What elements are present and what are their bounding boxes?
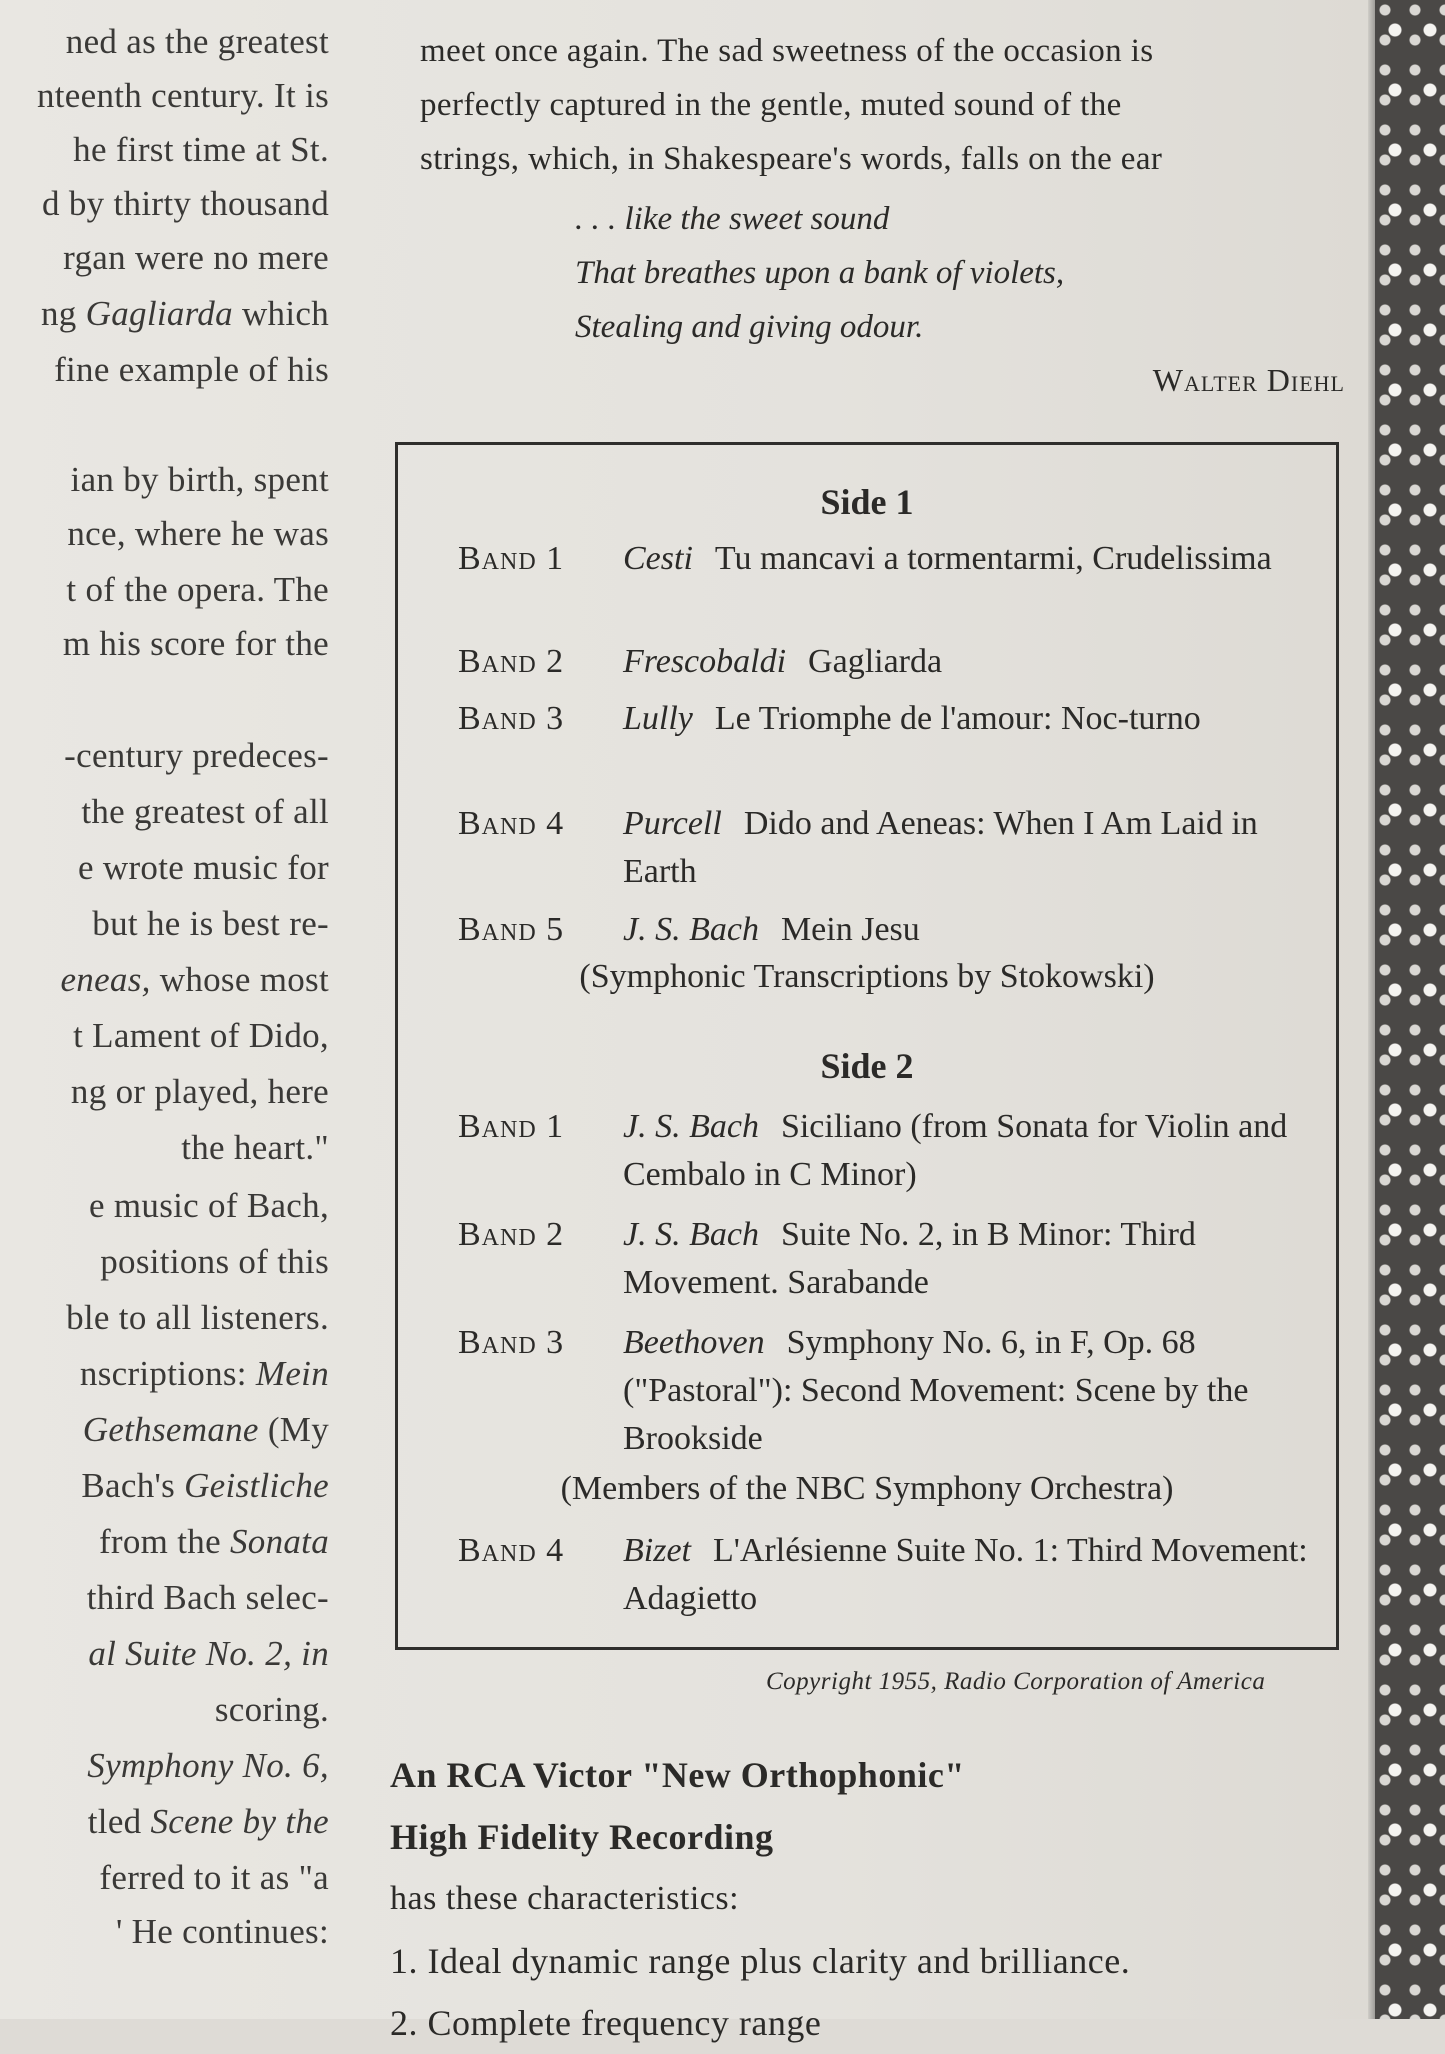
line-text: t of the opera. The [66,570,329,609]
line-text: nscriptions: [79,1354,256,1393]
work-title: Dido and Aeneas: When I Am Laid in Earth [623,805,1258,890]
work-title: Mein Jesu [780,911,920,948]
left-column-line [181,1128,329,1168]
band-label: Band 4 [458,1532,565,1569]
rca-heading-1: An RCA Victor "New Orthophonic" [390,1755,965,1795]
line-text: ng [41,294,86,333]
composer: Beethoven [623,1324,765,1361]
rca-item-1: 1. Ideal dynamic range plus clarity and brilliance. [390,1941,1131,1981]
line-text: tled [87,1802,151,1841]
left-column-line [63,624,329,664]
line-text: positions of this [100,1242,329,1281]
line-text: but he is best re- [92,904,329,943]
left-column-line [60,960,329,1000]
shakespeare-quote [575,192,1064,354]
left-column-line [215,1690,329,1730]
left-column-line [73,1016,329,1056]
band-label: Band 2 [458,1216,565,1253]
composer: Frescobaldi [623,643,787,680]
line-text: (My [258,1410,329,1449]
left-column-line [67,514,329,554]
composer: Purcell [623,805,722,842]
line-text: ' He continues: [116,1912,329,1951]
left-column-line [87,1746,329,1786]
left-column-line [66,1298,329,1338]
composer: Cesti [623,540,693,577]
line-text: the greatest of all [81,792,329,831]
work-title: Tu mancavi a tormentarmi, Crudelissima [714,540,1272,577]
left-column-line [41,294,329,334]
band-label: Band 5 [458,911,565,948]
line-italic: eneas, [60,960,151,999]
left-column-line [100,1242,329,1282]
left-column-line [71,1072,329,1112]
left-column-line [88,1634,329,1674]
line-text: from the [98,1522,230,1561]
line-text: nce, where he was [67,514,329,553]
work-title: Suite No. 2, in B Minor: Third Movement. Sarabande [623,1216,1196,1301]
left-column-line [92,904,329,944]
line-text: t Lament of Dido, [73,1016,329,1055]
left-column-line [54,350,329,390]
line-text: third Bach selec- [86,1578,329,1617]
band-label: Band 2 [458,643,565,680]
left-column-line [63,238,329,278]
copyright-notice: Copyright 1955, Radio Corporation of America [766,1668,1266,1695]
left-column-line [66,570,329,610]
line-italic: Mein [255,1354,329,1393]
line-text: e wrote music for [78,848,329,887]
band-label: Band 3 [458,1324,565,1361]
left-column-line [99,1858,329,1898]
left-column-line [71,460,329,500]
line-text: fine example of his [54,350,329,389]
verse-line: That breathes upon a bank of violets, [575,255,1065,291]
rca-intro: has these characteristics: [390,1880,740,1917]
left-column-text [0,0,345,2019]
author-signature: Walter Diehl [1152,362,1345,398]
left-column-line [80,1354,329,1394]
line-text: -century predeces- [64,736,329,775]
rca-heading-2: High Fidelity Recording [390,1817,774,1857]
left-column-line [64,736,329,776]
line-text: ble to all listeners. [66,1298,329,1337]
line-italic: Gethsemane [82,1410,259,1449]
left-column-line [116,1912,329,1952]
line-text: d by thirty thousand [42,184,329,223]
band-label: Band 1 [458,540,565,577]
left-column-line [73,130,329,170]
line-text: rgan were no mere [63,238,329,277]
intro-line: strings, which, in Shakespeare's words, falls on the ear [420,141,1163,177]
left-column-line [78,848,329,888]
intro-paragraph [420,24,1345,186]
line-text: Bach's [81,1466,185,1505]
left-column-line [87,1578,329,1618]
band-label: Band 1 [458,1108,565,1145]
work-title: Siciliano (from Sonata for Violin and Cembalo in C Minor) [623,1108,1288,1193]
intro-line: meet once again. The sad sweetness of the occasion is [420,33,1154,69]
line-text: e music of Bach, [88,1186,329,1225]
line-text: ned as the greatest [65,22,329,61]
band-label: Band 3 [458,700,565,737]
left-column-line [81,792,329,832]
composer: J. S. Bach [623,1108,759,1145]
line-italic: Scene by the [150,1802,329,1841]
left-column-line [37,76,329,116]
band-label: Band 4 [458,805,565,842]
left-column-line [42,184,329,224]
line-text: nteenth century. It is [36,76,329,115]
line-italic: al Suite No. 2, in [88,1634,329,1673]
work-title: Symphony No. 6, in F, Op. 68 ("Pastoral"): Second Movement: Scene by the Brookside [623,1324,1249,1457]
line-text: he first time at St. [73,130,329,169]
composer: J. S. Bach [623,1216,759,1253]
rca-characteristics [390,1744,1131,2043]
work-title: Le Triomphe de l'amour: Noc-turno [714,700,1201,737]
verse-line: Stealing and giving odour. [575,309,924,345]
line-text: m his score for the [62,624,329,663]
side-1-title: Side 1 [820,482,914,522]
rca-item-2: 2. Complete frequency range [390,2003,822,2043]
line-italic: Geistliche [184,1466,329,1505]
left-column-line [83,1410,329,1450]
left-column-line [99,1522,329,1562]
left-column-line [88,1802,329,1842]
line-text: whose most [150,960,329,999]
left-column-line [89,1186,329,1226]
verse-line: . . . like the sweet sound [575,201,890,237]
line-text: ferred to it as "a [99,1858,329,1897]
composer: J. S. Bach [623,911,759,948]
line-text: ian by birth, spent [70,460,329,499]
intro-line: perfectly captured in the gentle, muted sound of the [420,87,1122,123]
line-text: the heart." [181,1128,329,1167]
composer: Bizet [623,1532,691,1569]
line-italic: Gagliarda [85,294,233,333]
line-text: scoring. [214,1690,329,1729]
line-italic: Symphony No. 6, [87,1746,329,1785]
left-column-line [66,22,329,62]
line-italic: Sonata [229,1522,329,1561]
work-title: L'Arlésienne Suite No. 1: Third Movement: Adagietto [623,1532,1308,1617]
left-column-line [81,1466,329,1506]
composer: Lully [623,700,693,737]
work-title: Gagliarda [808,643,943,680]
line-text: ng or played, here [70,1072,329,1111]
lace-background [1375,0,1445,2019]
program-box [395,442,1339,1650]
side-1-note: (Symphonic Transcriptions by Stokowski) [579,958,1155,995]
side-2-title: Side 2 [820,1046,914,1086]
side-2-note: (Members of the NBC Symphony Orchestra) [560,1470,1174,1507]
line-text: which [232,294,329,333]
